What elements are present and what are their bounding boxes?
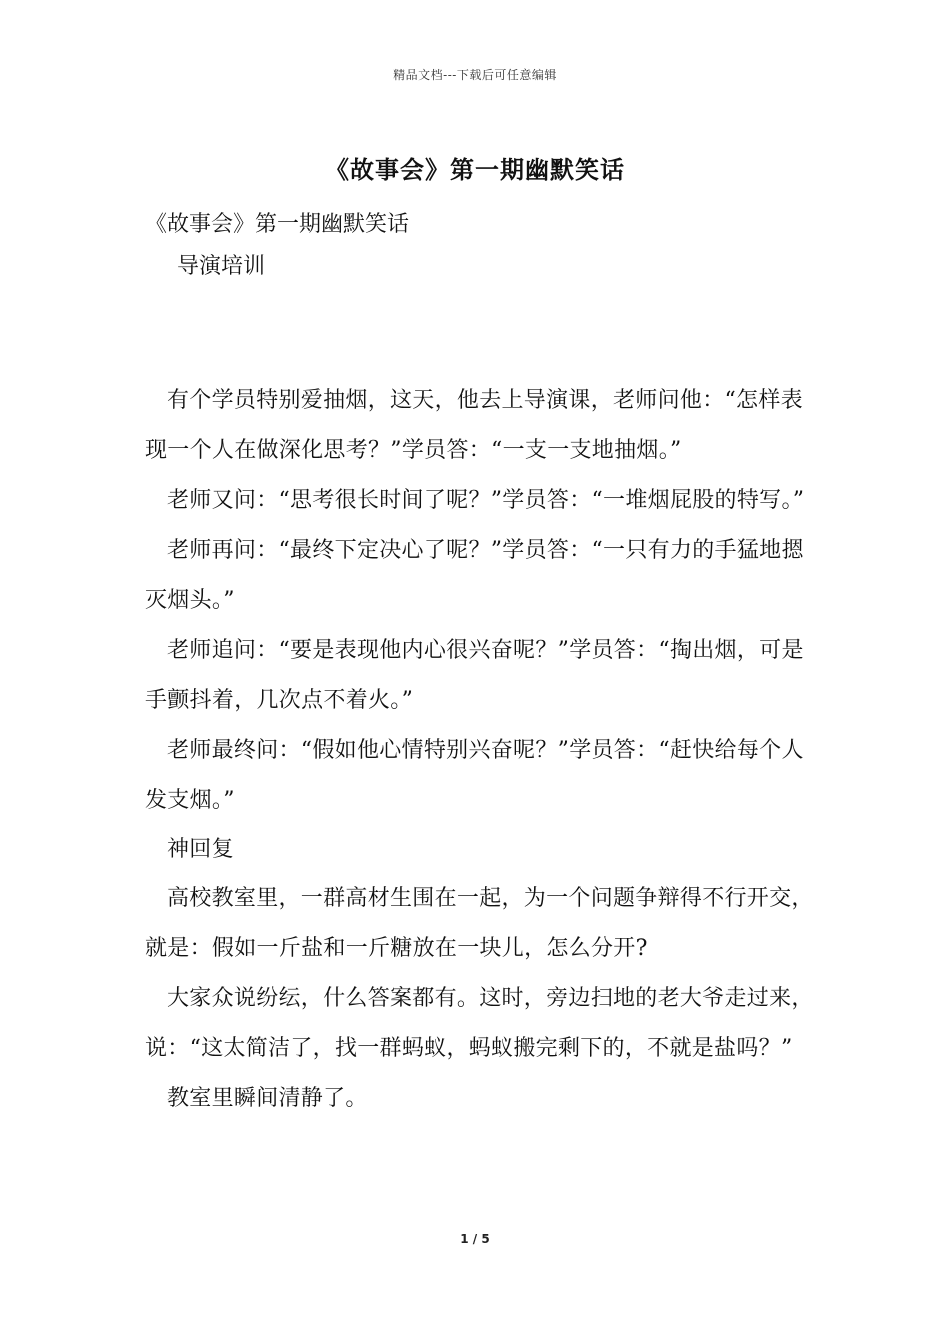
blank-gap [145,286,820,376]
page-header: 精品文档---下载后可任意编辑 [393,68,557,82]
paragraph: 有个学员特别爱抽烟，这天，他去上导演课，老师问他：“怎样表现一个人在做深化思考？”学员答：“一支一支地抽烟。” [145,388,803,463]
paragraph: 老师追问：“要是表现他内心很兴奋呢？”学员答：“掏出烟，可是手颤抖着，几次点不着火。” [145,638,804,713]
paragraph: 教室里瞬间清静了。 [167,1086,368,1111]
paragraph: 高校教室里，一群高材生围在一起，为一个问题争辩得不行开交，就是：假如一斤盐和一斤糖放在一块儿，怎么分开? [145,886,814,961]
page-number: 1 / 5 [460,1232,490,1246]
document-body [145,206,820,1124]
section-heading-director-training: 导演培训 [177,254,266,279]
document-subtitle: 《故事会》第一期幽默笑话 [145,212,410,237]
paragraph: 大家众说纷纭，什么答案都有。这时，旁边扫地的老大爷走过来，说：“这太简洁了，找一群蚂蚁，蚂蚁搬完剩下的，不就是盐吗？” [145,986,814,1061]
section-heading-god-reply: 神回复 [167,837,234,862]
paragraph: 老师最终问：“假如他心情特别兴奋呢？”学员答：“赶快给每个人发支烟。” [145,738,804,813]
document-title: 《故事会》第一期幽默笑话 [325,156,625,184]
paragraph: 老师再问：“最终下定决心了呢？”学员答：“一只有力的手猛地摁灭烟头。” [145,538,804,613]
paragraph: 老师又问：“思考很长时间了呢？”学员答：“一堆烟屁股的特写。” [167,488,805,513]
